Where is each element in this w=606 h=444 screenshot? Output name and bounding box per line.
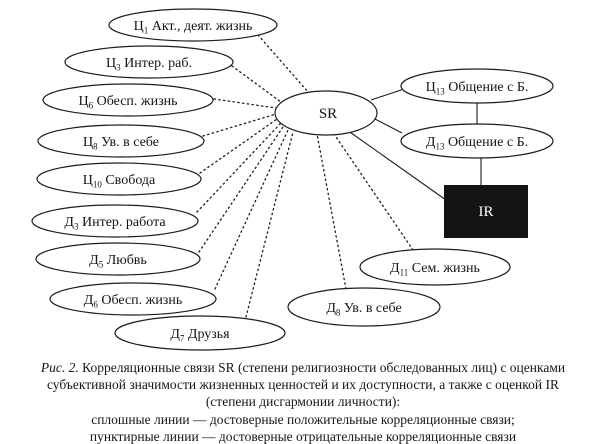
node-label: $Ц_{13}$ Общение с Б. — [425, 80, 529, 97]
figure-caption — [0, 359, 606, 444]
sr-label: SR — [318, 106, 338, 122]
node-label: $Ц_1$ Акт., деят. жизнь — [133, 19, 253, 36]
node-label: $Д_3$ Интер. работа — [64, 215, 166, 232]
node-label: $Ц_8$ Ув. в себе — [83, 135, 159, 152]
node-ir — [444, 185, 528, 238]
figure-ref: Рис. 2. — [40, 360, 79, 375]
node-c6 — [43, 84, 213, 116]
node-d7 — [115, 316, 285, 350]
node-d3 — [32, 205, 198, 237]
link-sr-d6 — [215, 130, 288, 289]
link-sr-c10 — [200, 119, 277, 173]
node-sr — [275, 91, 377, 135]
link-sr-c13 — [371, 89, 404, 100]
node-d11 — [360, 249, 510, 285]
node-d6 — [50, 283, 216, 315]
link-sr-d7 — [246, 132, 293, 317]
link-sr-c6 — [214, 99, 276, 108]
node-label: $Ц_3$ Интер. раб. — [106, 56, 192, 73]
node-d8 — [288, 288, 440, 326]
link-sr-c3 — [232, 66, 281, 102]
link-sr-d8 — [317, 134, 346, 289]
caption-legend-solid: сплошные линии — достоверные положительные корреляционные связи; — [91, 411, 515, 427]
caption-line-1 — [0, 359, 606, 376]
node-d5 — [36, 243, 200, 275]
link-sr-c1 — [258, 35, 309, 93]
node-label: $Ц_6$ Обесп. жизнь — [78, 94, 178, 111]
caption-line-2: субъективной значимости жизненных ценностей и их доступности, а также с оценкой IR — [46, 377, 560, 393]
link-sr-d13 — [375, 119, 402, 133]
ir-label: IR — [478, 204, 494, 220]
node-c8 — [38, 125, 204, 157]
node-label: $Д_{11}$ Сем. жизнь — [390, 261, 480, 278]
node-c10 — [37, 163, 201, 195]
node-label: $Д_{13}$ Общение с Б. — [425, 135, 529, 152]
caption-text-1: Корреляционные связи SR (степени религиозности обследованных лиц) с оценками — [78, 360, 566, 375]
node-label: $Ц_{10}$ Свобода — [82, 173, 156, 190]
node-label: $Д_8$ Ув. в себе — [326, 301, 402, 318]
caption-legend-dotted: пунктирные линии — достоверные отрицательные корреляционные связи — [89, 428, 517, 444]
link-sr-d3 — [197, 124, 280, 212]
node-c1 — [109, 9, 277, 41]
node-label: $Д_7$ Друзья — [170, 327, 230, 344]
node-c3 — [65, 46, 233, 78]
link-sr-d5 — [199, 127, 283, 252]
link-sr-d11 — [334, 134, 413, 250]
node-d13 — [401, 124, 553, 158]
node-label: $Д_6$ Обесп. жизнь — [83, 293, 183, 310]
caption-line-3: (степени дисгармонии личности): — [205, 394, 401, 410]
link-sr-c8 — [203, 114, 276, 136]
node-label: $Д_5$ Любвь — [89, 253, 147, 270]
node-c13 — [401, 69, 553, 103]
